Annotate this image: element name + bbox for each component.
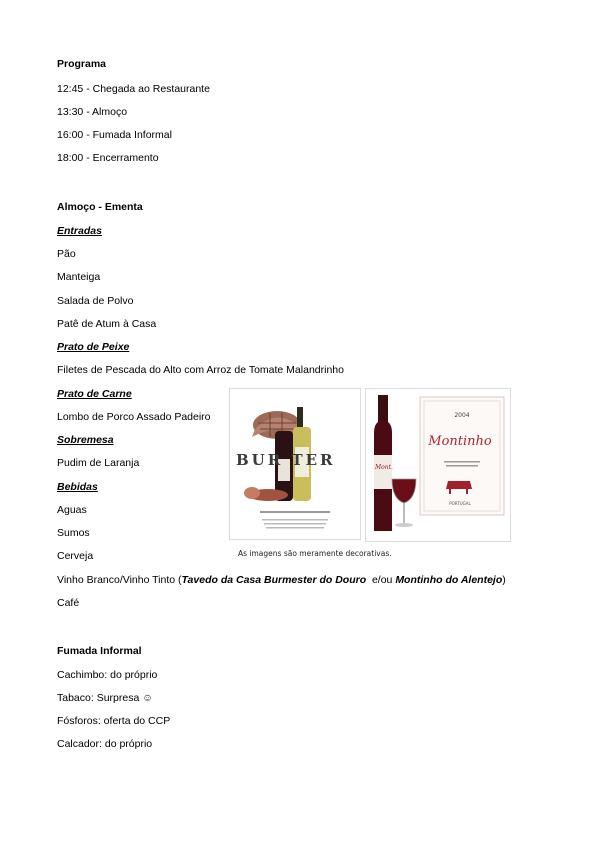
- menu-item: Pudim de Laranja: [57, 457, 140, 469]
- fumada-item: Tabaco: Surpresa ☺: [57, 692, 153, 704]
- vinho-suffix: ): [502, 574, 506, 586]
- vinho-prefix: Vinho Branco/Vinho Tinto (: [57, 574, 182, 586]
- burmester-wine-image: [229, 388, 361, 540]
- sobremesa-subheading: Sobremesa: [57, 434, 114, 446]
- menu-item: Salada de Polvo: [57, 295, 134, 307]
- programa-item: 12:45 - Chegada ao Restaurante: [57, 83, 210, 95]
- wine-montinho: Montinho do Alentejo: [395, 574, 503, 586]
- vinho-mid: e/ou: [366, 574, 396, 586]
- programa-item: 16:00 - Fumada Informal: [57, 129, 172, 141]
- burmester-illustration: [230, 389, 360, 539]
- wine-burmester: Tavedo da Casa Burmester do Douro: [181, 574, 367, 586]
- fumada-item: Fósforos: oferta do CCP: [57, 715, 171, 727]
- menu-item: Manteiga: [57, 271, 101, 283]
- entradas-subheading: Entradas: [57, 225, 102, 237]
- menu-item: Patê de Atum à Casa: [57, 318, 157, 330]
- svg-text:Mont.: Mont.: [375, 464, 393, 471]
- brand-text: BUR TER: [236, 451, 336, 469]
- montinho-illustration: [366, 389, 510, 541]
- menu-item: Cerveja: [57, 550, 94, 562]
- menu-item: Pão: [57, 248, 76, 260]
- menu-item: Sumos: [57, 527, 90, 539]
- carne-subheading: Prato de Carne: [57, 388, 132, 400]
- label-name: Montinho: [428, 434, 492, 449]
- menu-item: Lombo de Porco Assado Padeiro: [57, 411, 211, 423]
- montinho-wine-image: [365, 388, 511, 542]
- menu-item: Filetes de Pescada do Alto com Arroz de Tomate Malandrinho: [57, 364, 344, 376]
- peixe-subheading: Prato de Peixe: [57, 341, 130, 353]
- glass-shape: [392, 479, 416, 503]
- fumada-heading: Fumada Informal: [57, 645, 142, 657]
- menu-item: Café: [57, 597, 80, 609]
- programa-item: 13:30 - Almoço: [57, 106, 128, 118]
- fumada-item: Cachimbo: do próprio: [57, 669, 158, 681]
- label-year: 2004: [454, 412, 470, 419]
- programa-item: 18:00 - Encerramento: [57, 152, 159, 164]
- fumada-item: Calcador: do próprio: [57, 738, 153, 750]
- bebidas-subheading: Bebidas: [57, 481, 98, 493]
- vinho-line: [57, 574, 506, 587]
- almoco-heading: Almoço - Ementa: [57, 201, 143, 213]
- label-region: PORTUGAL: [449, 501, 471, 506]
- image-caption: As imagens são meramente decorativas.: [238, 549, 392, 558]
- menu-item: Aguas: [57, 504, 87, 516]
- programa-heading: Programa: [57, 58, 107, 70]
